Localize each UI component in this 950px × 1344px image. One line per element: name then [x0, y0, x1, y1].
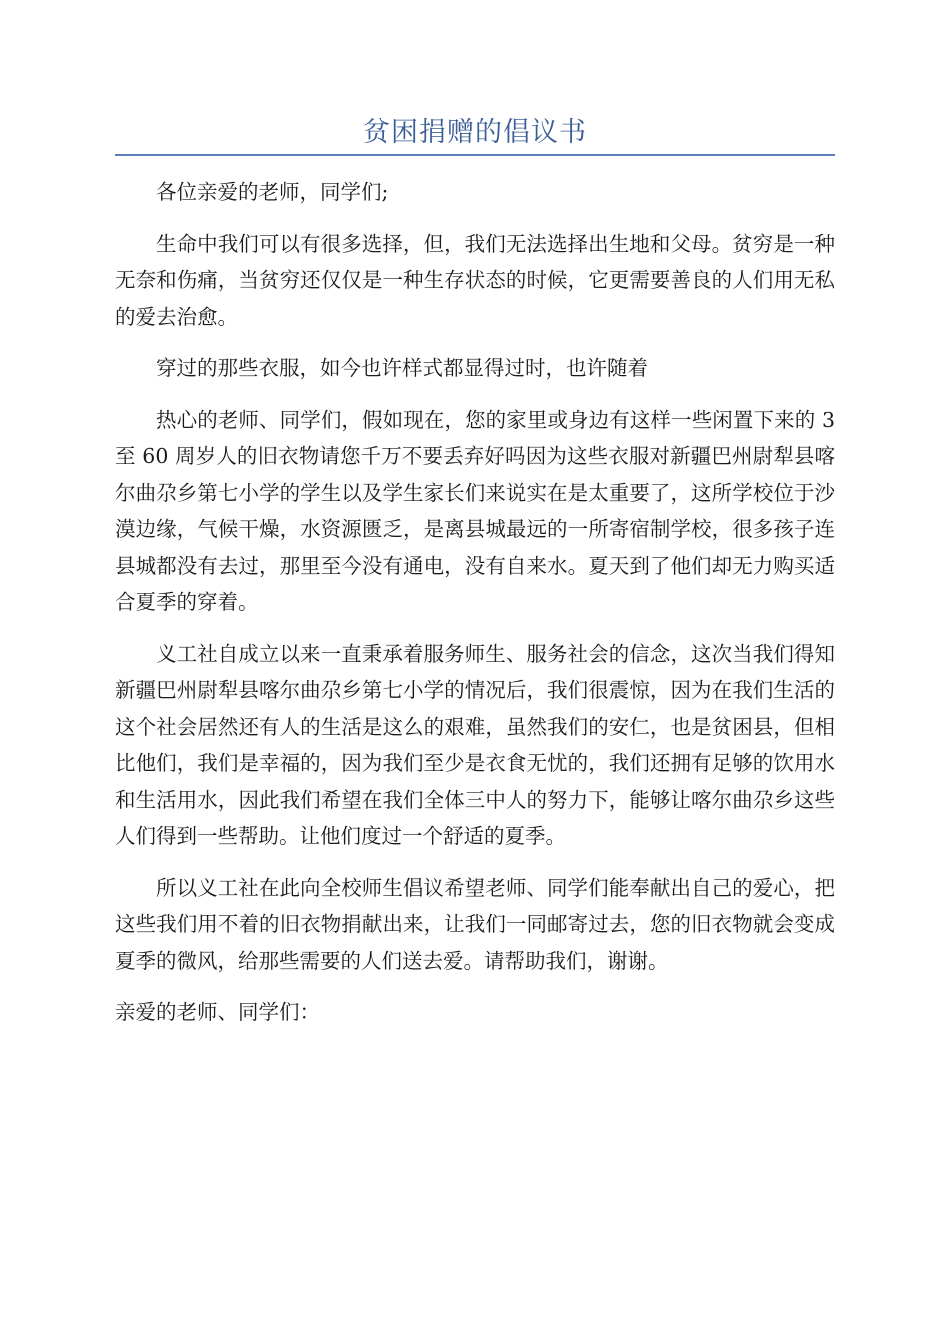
- body-paragraph: 生命中我们可以有很多选择，但，我们无法选择出生地和父母。贫穷是一种无奈和伤痛，当贫穷还仅仅是一种生存状态的时候，它更需要善良的人们用无私的爱去治愈。: [115, 231, 835, 329]
- body-paragraph: 义工社自成立以来一直秉承着服务师生、服务社会的信念，这次当我们得知新疆巴州尉犁县喀尔曲尕乡第七小学的情况后，我们很震惊，因为在我们生活的这个社会居然还有人的生活是这么的艰难，虽然我们的安仁，也是贫困县，但相比他们，我们是幸福的，因为我们至少是衣食无忧的，我们还拥有足够的饮用水和生活用水，因此我们希望在我们全体三中人的努力下，能够让喀尔曲尕乡这些人们得到一些帮助。让他们度过一个舒适的夏季。: [115, 641, 835, 848]
- body-paragraph: 穿过的那些衣服，如今也许样式都显得过时，也许随着: [156, 356, 648, 380]
- closing-salutation: 亲爱的老师、同学们：: [115, 1000, 320, 1024]
- body-paragraph: 所以义工社在此向全校师生倡议希望老师、同学们能奉献出自己的爱心，把这些我们用不着的旧衣物捐献出来，让我们一同邮寄过去，您的旧衣物就会变成夏季的微风，给那些需要的人们送去爱。请帮助我们，谢谢。: [115, 875, 835, 973]
- title-underline: [115, 154, 835, 156]
- body-paragraph: 热心的老师、同学们，假如现在，您的家里或身边有这样一些闲置下来的 3 至 60 周岁人的旧衣物请您千万不要丢弃好吗因为这些衣服对新疆巴州尉犁县喀尔曲尕乡第七小学的学生以及学生家长们来说实在是太重要了，这所学校位于沙漠边缘，气候干燥，水资源匮乏，是离县城最远的一所寄宿制学校，很多孩子连县城都没有去过，那里至今没有通电，没有自来水。夏天到了他们却无力购买适合夏季的穿着。: [115, 407, 835, 614]
- document-body: [115, 174, 835, 1046]
- document-title: 贫困捐赠的倡议书: [363, 117, 587, 148]
- greeting-paragraph: 各位亲爱的老师，同学们;: [156, 180, 389, 204]
